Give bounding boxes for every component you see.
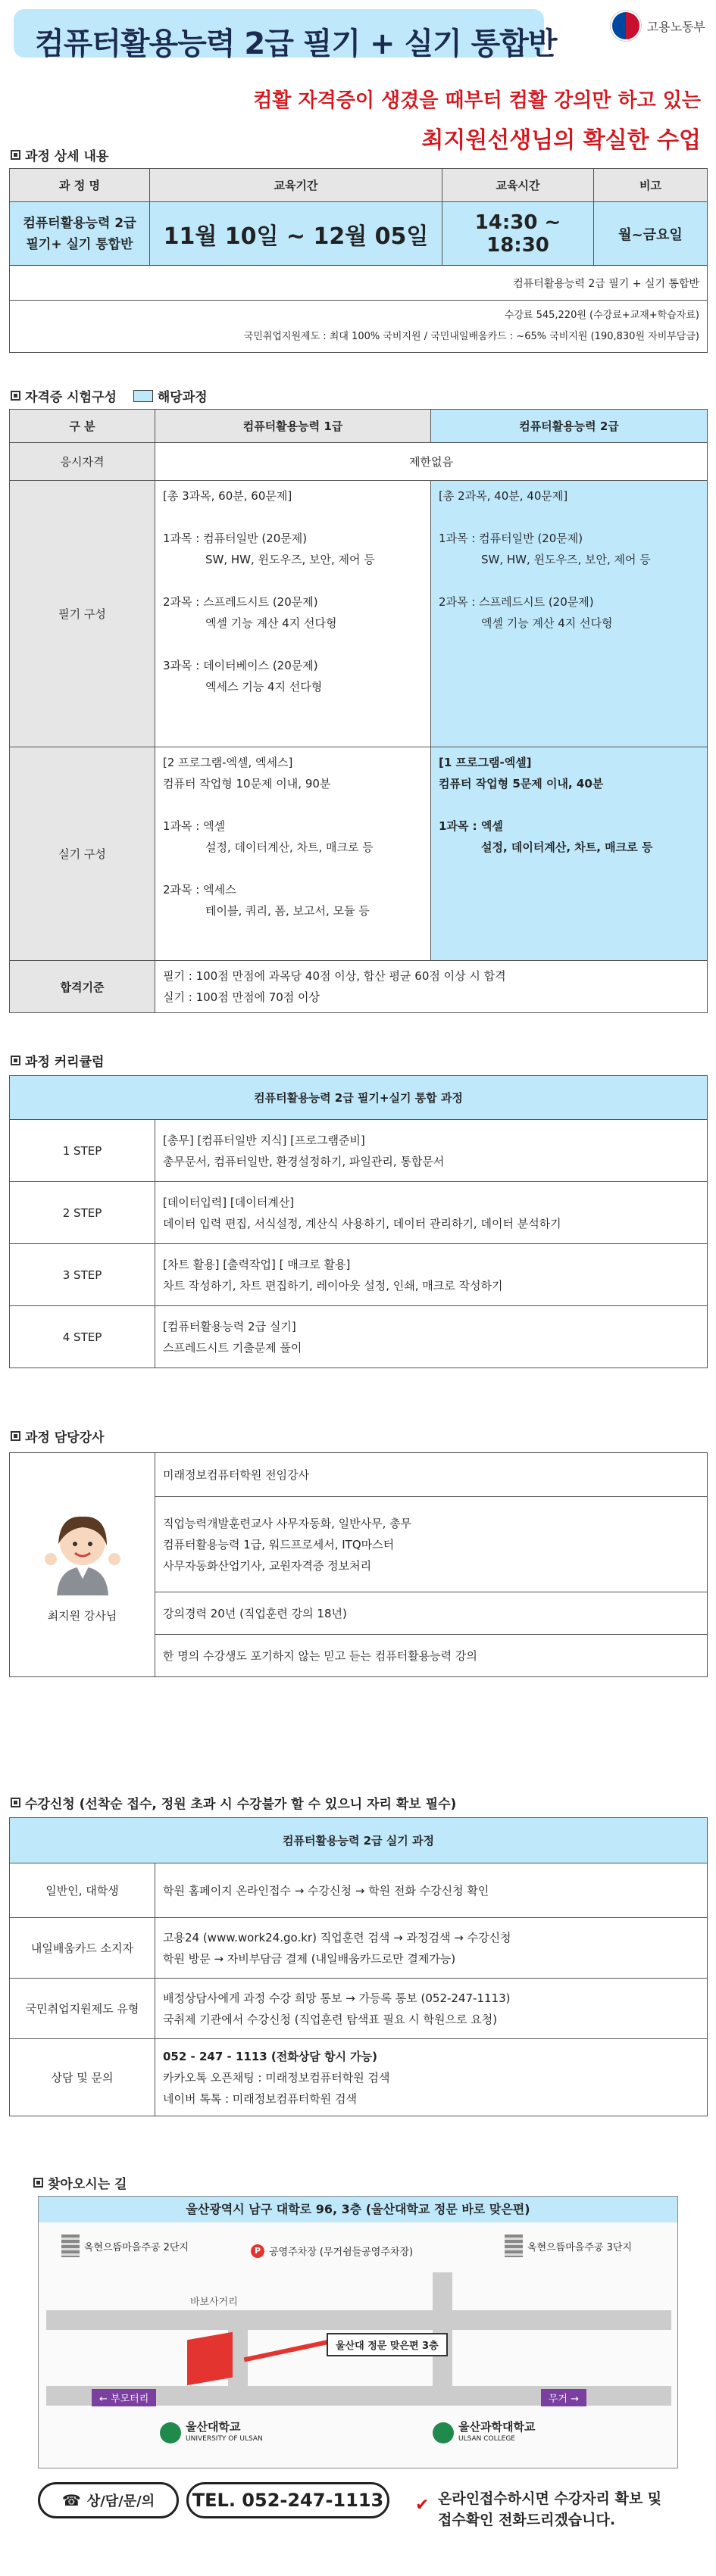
apply-row xyxy=(10,1918,708,1979)
page-header xyxy=(0,0,716,154)
direction-sign-left: ← 부모터리 xyxy=(92,2389,156,2406)
contact-label-pill[interactable]: ☎ 상/담/문/의 xyxy=(38,2482,179,2518)
ulsan-college: 울산과학대학교 ULSAN COLLEGE xyxy=(433,2421,535,2445)
course-name: 컴퓨터활용능력 2급 필기+ 실기 통합반 xyxy=(10,202,150,266)
apply-label: 일반인, 대학생 xyxy=(10,1863,155,1918)
step-content: [컴퓨터활용능력 2급 실기] 스프레드시트 기출문제 풀이 xyxy=(155,1306,708,1368)
step-label: 4 STEP xyxy=(10,1306,155,1368)
taegeuk-icon xyxy=(611,11,641,41)
header-period: 교육기간 xyxy=(150,169,442,202)
row-written-label: 필기 구성 xyxy=(10,481,155,747)
page-title: 컴퓨터활용능력 2급 필기 + 실기 통합반 xyxy=(35,27,557,61)
street-label: 바보사거리 xyxy=(190,2297,238,2308)
parking-lot: P 공영주차장 (무거쉼들공영주차장) xyxy=(251,2244,413,2258)
header-note: 비고 xyxy=(594,169,708,202)
curriculum-step xyxy=(10,1306,708,1368)
course-note: 컴퓨터활용능력 2급 필기 + 실기 통합반 xyxy=(10,266,708,301)
checkbox-icon xyxy=(11,150,20,160)
apply-label: 내일배움카드 소지자 xyxy=(10,1918,155,1979)
title-banner xyxy=(14,9,557,61)
apply-content: 학원 홈페이지 온라인접수 → 수강신청 → 학원 전화 수강신청 확인 xyxy=(155,1863,708,1918)
teacher-table xyxy=(9,1452,708,1677)
apt-complex-3: 옥현으뜸마을주공 3단지 xyxy=(505,2235,632,2257)
apply-content: 고용24 (www.work24.go.kr) 직업훈련 검색 → 과정검색 → 수강신청 학원 방문 → 자비부담금 결제 (내일배움카드로만 결제가능) xyxy=(155,1918,708,1979)
row-pass-label: 합격기준 xyxy=(10,961,155,1013)
building-icon xyxy=(61,2235,80,2257)
map-address: 울산광역시 남구 대학로 96, 3층 (울산대학교 정문 바로 맞은편) xyxy=(39,2197,677,2222)
header-time: 교육시간 xyxy=(442,169,594,202)
row-eligibility-label: 응시자격 xyxy=(10,443,155,481)
slogan-line-1: 컴활 자격증이 생겼을 때부터 컴활 강의만 하고 있는 xyxy=(253,89,701,112)
course-period: 11월 10일 ~ 12월 05일 xyxy=(150,202,442,266)
direction-sign-right: 무거 → xyxy=(541,2389,586,2406)
teacher-motto: 한 명의 수강생도 포기하지 않는 믿고 듣는 컴퓨터활용능력 강의 xyxy=(155,1635,708,1677)
detail-table xyxy=(9,168,708,353)
checkbox-icon xyxy=(11,1798,20,1807)
checkmark-icon: ✔ xyxy=(415,2496,430,2515)
teacher-avatar-icon xyxy=(37,1506,128,1597)
row-practical-label: 실기 구성 xyxy=(10,747,155,961)
location-map xyxy=(38,2196,678,2468)
course-days: 월~금요일 xyxy=(594,202,708,266)
curriculum-table xyxy=(9,1075,708,1368)
apply-content: 052 - 247 - 1113 (전화상담 항시 가능) 카카오톡 오픈채팅 : 미래정보컴퓨터학원 검색 네이버 톡톡 : 미래정보컴퓨터학원 검색 xyxy=(155,2039,708,2116)
pointer-arrow-icon xyxy=(244,2339,334,2362)
course-time: 14:30 ~ 18:30 xyxy=(442,202,594,266)
section-exam-title: 자격증 시험구성 해당과정 xyxy=(11,386,208,405)
section-apply-title: 수강신청 (선착순 접수, 정원 초과 시 수강불가 할 수 있으니 자리 확보 필수) xyxy=(11,1793,456,1812)
university-logo-icon xyxy=(160,2422,181,2443)
level2-practical: [1 프로그램-엑셀] 컴퓨터 작업형 5문제 이내, 40분 1과목 : 엑셀 설정, 데이터계산, 차트, 매크로 등 xyxy=(431,747,708,961)
phone-icon: ☎ xyxy=(61,2491,81,2509)
checkbox-icon xyxy=(11,1431,20,1441)
step-content: [총무] [컴퓨터일반 지식] [프로그램준비] 총무문서, 컴퓨터일반, 환경설정하기, 파일관리, 통합문서 xyxy=(155,1120,708,1182)
building-callout: 울산대 정문 맞은편 3층 xyxy=(327,2333,448,2356)
apply-label: 국민취업지원제도 유형 xyxy=(10,1979,155,2039)
teacher-profile xyxy=(10,1453,155,1677)
college-logo-icon xyxy=(433,2422,454,2443)
exam-header-category: 구 분 xyxy=(10,410,155,443)
apt-complex-2: 옥현으뜸마을주공 2단지 xyxy=(61,2235,189,2257)
curriculum-step xyxy=(10,1120,708,1182)
apply-row xyxy=(10,2039,708,2116)
section-curriculum-title: 과정 커리큘럼 xyxy=(11,1051,104,1070)
section-map-title: 찾아오시는 길 xyxy=(33,2173,127,2192)
apply-row xyxy=(10,1979,708,2039)
step-content: [데이터입력] [데이터계산] 데이터 입력 편집, 서식설정, 계산식 사용하기, 데이터 관리하기, 데이터 분석하기 xyxy=(155,1182,708,1244)
teacher-position: 미래정보컴퓨터학원 전임강사 xyxy=(155,1453,708,1497)
step-label: 2 STEP xyxy=(10,1182,155,1244)
teacher-career: 강의경력 20년 (직업훈련 강의 18년) xyxy=(155,1592,708,1635)
parking-icon: P xyxy=(251,2244,264,2258)
ulsan-university: 울산대학교 UNIVERSITY OF ULSAN xyxy=(160,2421,263,2445)
curriculum-header: 컴퓨터활용능력 2급 필기+실기 통합 과정 xyxy=(10,1076,708,1120)
ministry-logo xyxy=(611,11,705,41)
header-course: 과 정 명 xyxy=(10,169,150,202)
section-teacher-title: 과정 담당강사 xyxy=(11,1427,104,1445)
step-label: 1 STEP xyxy=(10,1120,155,1182)
teacher-name: 최지원 강사님 xyxy=(47,1609,117,1623)
apply-row xyxy=(10,1863,708,1918)
pass-criteria: 필기 : 100점 만점에 과목당 40점 이상, 합산 평균 60점 이상 시 합격 실기 : 100점 만점에 70점 이상 xyxy=(155,961,708,1013)
level1-practical: [2 프로그램-엑셀, 엑세스] 컴퓨터 작업형 10문제 이내, 90분 1과목 : 엑셀 설정, 데이터계산, 차트, 매크로 등 2과목 : 엑세스 테이블, 쿼리, 폼, 보고서, 모듈 등 xyxy=(155,747,431,961)
level2-written: [총 2과목, 40분, 40문제] 1과목 : 컴퓨터일반 (20문제) SW, HW, 윈도우즈, 보안, 제어 등 2과목 : 스프레드시트 (20문제) 엑셀 기능 계산 4지 선다형 xyxy=(431,481,708,747)
checkbox-icon xyxy=(33,2178,43,2188)
teacher-certs: 직업능력개발훈련교사 사무자동화, 일반사무, 총무 컴퓨터활용능력 1급, 워드프로세서, ITQ마스터 사무자동화산업기사, 교원자격증 정보처리 xyxy=(155,1497,708,1592)
checkbox-icon xyxy=(11,391,20,401)
footer-note: 온라인접수하시면 수강자리 확보 및 접수확인 전화드리겠습니다. xyxy=(438,2490,662,2528)
row-eligibility-value: 제한없음 xyxy=(155,443,708,481)
step-content: [차트 활용] [출력작업] [ 매크로 활용] 차트 작성하기, 차트 편집하기, 레이아웃 설정, 인쇄, 매크로 작성하기 xyxy=(155,1244,708,1306)
academy-building-icon xyxy=(187,2332,233,2386)
exam-header-level1: 컴퓨터활용능력 1급 xyxy=(155,410,431,443)
checkbox-icon xyxy=(11,1056,20,1065)
level1-written: [총 3과목, 60분, 60문제] 1과목 : 컴퓨터일반 (20문제) SW, HW, 윈도우즈, 보안, 제어 등 2과목 : 스프레드시트 (20문제) 엑셀 기능 계산 4지 선다형 3과목 : 데이터베이스 (20문제) 엑세스 기능 4지 선다형 xyxy=(155,481,431,747)
apply-header: 컴퓨터활용능력 2급 실기 과정 xyxy=(10,1818,708,1863)
legend-swatch xyxy=(133,390,153,402)
apply-label: 상담 및 문의 xyxy=(10,2039,155,2116)
exam-header-level2: 컴퓨터활용능력 2급 xyxy=(431,410,708,443)
exam-table xyxy=(9,409,708,1013)
section-detail-title: 과정 상세 내용 xyxy=(11,145,108,164)
slogan-line-2: 최지원선생님의 확실한 수업 xyxy=(421,127,701,154)
step-label: 3 STEP xyxy=(10,1244,155,1306)
building-icon xyxy=(505,2235,523,2257)
apply-table xyxy=(9,1817,708,2116)
ministry-name: 고용노동부 xyxy=(646,19,705,34)
curriculum-step xyxy=(10,1244,708,1306)
legend-label: 해당과정 xyxy=(157,390,208,405)
curriculum-step xyxy=(10,1182,708,1244)
tel-pill[interactable]: TEL. 052-247-1113 xyxy=(186,2482,389,2518)
apply-content: 배정상담사에게 과정 수강 희망 통보 → 가등록 통보 (052-247-1113) 국취제 기관에서 수강신청 (직업훈련 탐색표 필요 시 학원으로 요청) xyxy=(155,1979,708,2039)
fee-info: 수강료 545,220원 (수강료+교재+학습자료) 국민취업지원제도 : 최대 100% 국비지원 / 국민내일배움카드 : ~65% 국비지원 (190,830원 자비부담금) xyxy=(10,301,708,353)
road-horizontal xyxy=(46,2310,671,2330)
